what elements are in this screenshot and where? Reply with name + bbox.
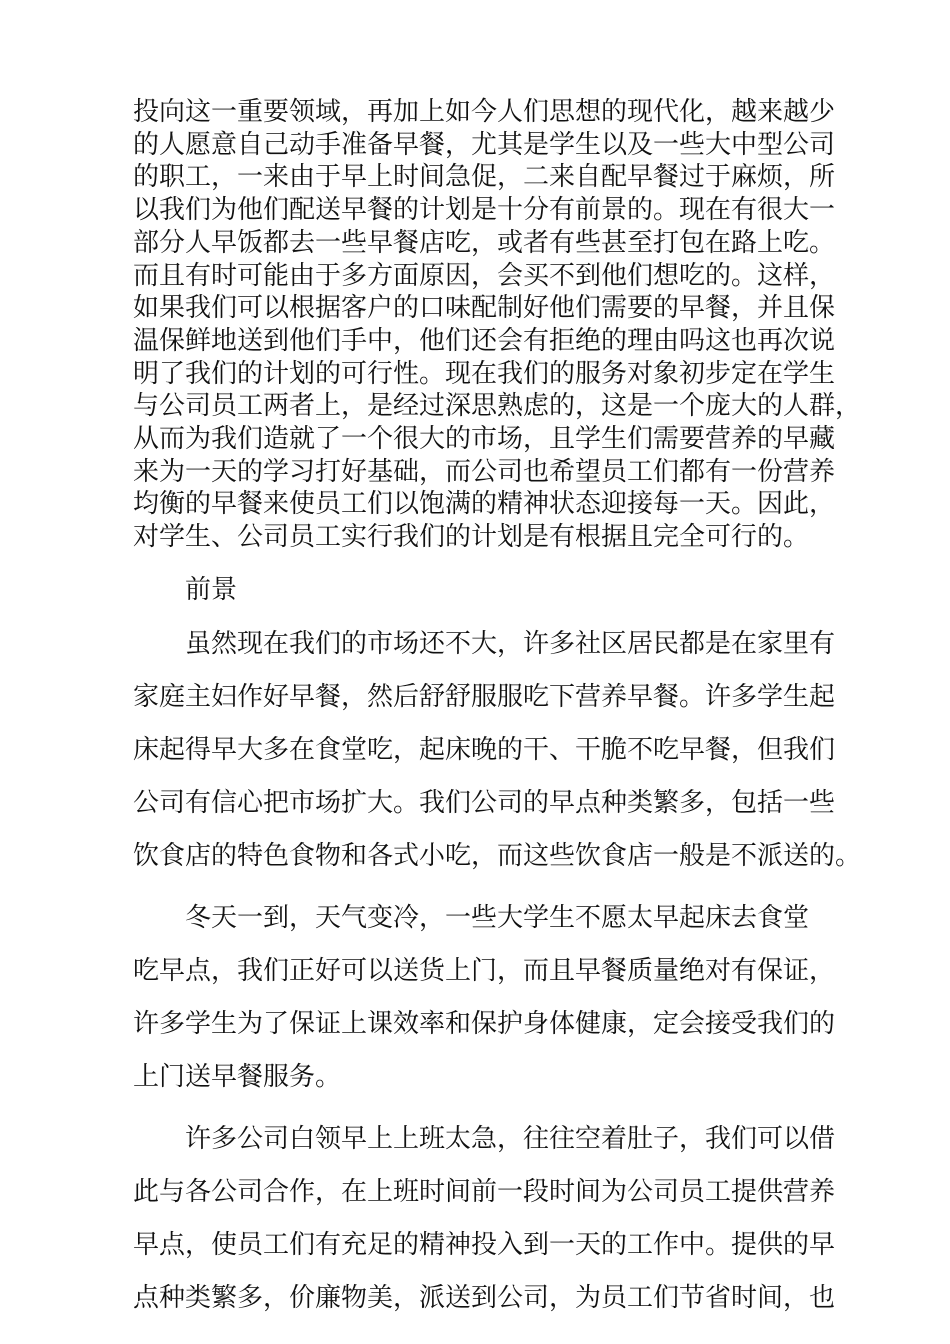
text-line: 如果我们可以根据客户的口味配制好他们需要的早餐，并且保 bbox=[133, 293, 836, 324]
text-line: 冬天一到，天气变冷，一些大学生不愿太早起床去食堂 bbox=[185, 902, 810, 933]
text-line: 部分人早饭都去一些早餐店吃，或者有些甚至打包在路上吃。 bbox=[133, 227, 836, 258]
text-line: 从而为我们造就了一个很大的市场，且学生们需要营养的早藏 bbox=[133, 424, 836, 455]
text-line: 公司有信心把市场扩大。我们公司的早点种类繁多，包括一些 bbox=[133, 787, 836, 818]
text-line: 早点，使员工们有充足的精神投入到一天的工作中。提供的早 bbox=[133, 1229, 836, 1260]
paragraph-market bbox=[133, 618, 862, 883]
text-line: 投向这一重要领域，再加上如今人们思想的现代化，越来越少 bbox=[133, 97, 836, 127]
text-line: 上门送早餐服务。 bbox=[133, 1061, 342, 1092]
text-line: 床起得早大多在食堂吃，起床晚的干、干脆不吃早餐，但我们 bbox=[133, 734, 836, 765]
text-line: 对学生、公司员工实行我们的计划是有根据且完全可行的。 bbox=[133, 522, 810, 553]
text-line: 明了我们的计划的可行性。现在我们的服务对象初步定在学生 bbox=[133, 358, 836, 389]
text-line: 以我们为他们配送早餐的计划是十分有前景的。现在有很大一 bbox=[133, 195, 836, 226]
text-line: 与公司员工两者上，是经过深思熟虑的，这是一个庞大的人群， bbox=[133, 391, 862, 422]
text-line: 均衡的早餐来使员工们以饱满的精神状态迎接每一天。因此， bbox=[133, 489, 836, 520]
text-line: 虽然现在我们的市场还不大，许多社区居民都是在家里有 bbox=[185, 628, 836, 659]
text-line: 而且有时可能由于多方面原因，会买不到他们想吃的。这样， bbox=[133, 260, 836, 291]
text-line: 点种类繁多，价廉物美，派送到公司，为员工们节省时间，也 bbox=[133, 1282, 836, 1313]
text-line: 来为一天的学习打好基础，而公司也希望员工们都有一份营养 bbox=[133, 456, 836, 487]
paragraph-feasibility bbox=[133, 96, 862, 554]
text-line: 的人愿意自己动手准备早餐，尤其是学生以及一些大中型公司 bbox=[133, 129, 836, 160]
text-line: 许多学生为了保证上课效率和保护身体健康，定会接受我们的 bbox=[133, 1008, 836, 1039]
text-line: 许多公司白领早上上班太急，往往空着肚子，我们可以借 bbox=[185, 1123, 836, 1154]
section-heading bbox=[133, 564, 833, 617]
text-line: 家庭主妇作好早餐，然后舒舒服服吃下营养早餐。许多学生起 bbox=[133, 681, 836, 712]
document-page bbox=[133, 96, 862, 1325]
text-line: 此与各公司合作，在上班时间前一段时间为公司员工提供营养 bbox=[133, 1176, 836, 1207]
paragraph-office-workers bbox=[133, 1113, 836, 1325]
text-line: 的职工，一来由于早上时间急促，二来自配早餐过于麻烦，所 bbox=[133, 162, 836, 193]
text-line: 温保鲜地送到他们手中，他们还会有拒绝的理由吗这也再次说 bbox=[133, 325, 836, 356]
text-line: 吃早点，我们正好可以送货上门，而且早餐质量绝对有保证， bbox=[133, 955, 836, 986]
section-heading-text: 前景 bbox=[185, 574, 238, 605]
paragraph-winter bbox=[133, 892, 836, 1104]
text-line: 饮食店的特色食物和各式小吃，而这些饮食店一般是不派送的。 bbox=[133, 840, 862, 871]
